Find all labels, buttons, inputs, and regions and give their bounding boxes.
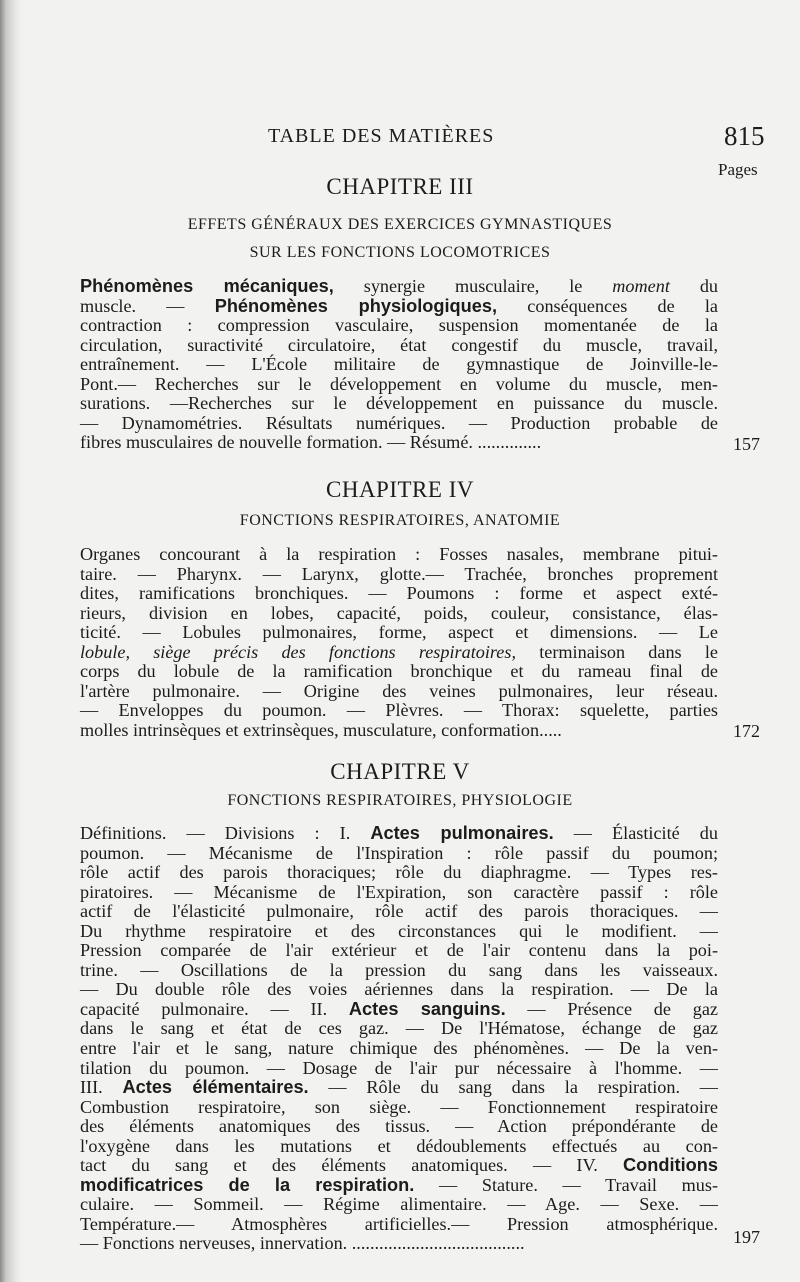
summary-line xyxy=(80,277,718,297)
summary-line xyxy=(80,1039,718,1059)
summary-line xyxy=(80,1000,718,1020)
body-text: Pont.— Recherches sur le développement en volume du muscle, men- xyxy=(80,373,718,394)
summary-line xyxy=(80,883,718,903)
summary-line xyxy=(80,1156,718,1176)
bold-heading-text: Actes élémentaires. xyxy=(122,1077,309,1098)
summary-line xyxy=(80,863,718,883)
summary-line xyxy=(80,721,718,741)
body-text: trine. — Oscillations de la pression du sang dans les vaisseaux. xyxy=(80,959,718,980)
summary-line xyxy=(80,941,718,961)
chapter-4-subtitle: FONCTIONS RESPIRATOIRES, ANATOMIE xyxy=(239,512,561,529)
body-text: tilation du poumon. — Dosage de l'air pur nécessaire à l'homme. — xyxy=(80,1057,718,1078)
summary-line xyxy=(80,565,718,585)
body-text: entraînement. — L'École militaire de gymnastique de Joinville-le- xyxy=(80,354,718,375)
body-text: l'oxygène dans les mutations et dédoublements effectués au con- xyxy=(80,1135,718,1156)
body-text: — Du double rôle des voies aériennes dans la respiration. — De la xyxy=(80,979,718,1000)
body-text: — Rôle du sang dans la respiration. — xyxy=(308,1077,718,1098)
summary-line xyxy=(80,394,718,414)
body-text: conséquences de la xyxy=(497,295,718,316)
summary-line xyxy=(80,623,718,643)
bold-heading-text: Actes pulmonaires. xyxy=(370,823,554,843)
summary-line xyxy=(80,682,718,702)
body-text: muscle. — xyxy=(80,295,215,316)
body-text: Pression comparée de l'air extérieur et de l'air contenu dans la poi- xyxy=(80,940,718,961)
body-text: l'artère pulmonaire. — Origine des veines pulmonaires, leur réseau. xyxy=(80,680,718,701)
body-text: — Enveloppes du poumon. — Plèvres. — Thorax: squelette, parties xyxy=(80,700,718,721)
running-head xyxy=(0,121,800,155)
summary-line xyxy=(80,355,718,375)
body-text: fibres musculaires de nouvelle formation. — Résumé. .............. xyxy=(80,432,542,453)
summary-line xyxy=(80,961,718,981)
body-text: contraction : compression vasculaire, suspension momentanée de la xyxy=(80,315,718,336)
summary-line xyxy=(80,824,718,844)
body-text: — Stature. — Travail mus- xyxy=(414,1174,719,1195)
body-text: Définitions. — Divisions : I. xyxy=(80,823,371,843)
body-text: piratoires. — Mécanisme de l'Expiration, son caractère passif : rôle xyxy=(80,881,718,902)
summary-line xyxy=(80,336,718,356)
summary-line xyxy=(80,1215,718,1235)
body-text: capacité pulmonaire. — II. xyxy=(80,998,349,1019)
body-text: Organes concourant à la respiration : Fosses nasales, membrane pitui- xyxy=(80,544,718,564)
summary-line xyxy=(80,375,718,395)
body-text: actif de l'élasticité pulmonaire, rôle actif des parois thoraciques. — xyxy=(80,901,718,922)
summary-line xyxy=(80,701,718,721)
summary-line xyxy=(80,643,718,663)
summary-line xyxy=(80,1137,718,1157)
body-text: synergie musculaire, le xyxy=(333,276,613,296)
body-text: corps du lobule de la ramification bronchique et du rameau final de xyxy=(80,661,718,682)
chapter-3-subtitle-line1: EFFETS GÉNÉRAUX DES EXERCICES GYMNASTIQUES xyxy=(187,216,613,233)
summary-line xyxy=(80,545,718,565)
body-text: Température.— Atmosphères artificielles.— Pression atmosphérique. xyxy=(80,1213,718,1234)
body-text: surations. —Recherches sur le développement en puissance du muscle. xyxy=(80,393,718,414)
chapter-5-page-ref: 197 xyxy=(733,1227,760,1247)
chapter-4-summary xyxy=(80,545,718,740)
bold-heading-text: Phénomènes mécaniques, xyxy=(80,276,334,296)
body-text: — Fonctions nerveuses, innervation. ...................................... xyxy=(80,1233,525,1254)
body-text: molles intrinsèques et extrinsèques, musculature, conformation..... xyxy=(80,719,562,740)
summary-line xyxy=(80,1195,718,1215)
body-text: — Dynamométries. Résultats numériques. — Production probable de xyxy=(80,412,718,433)
body-text: dans le sang et état de ces gaz. — De l'Hématose, échange de gaz xyxy=(80,1018,718,1039)
summary-line xyxy=(80,1078,718,1098)
bold-heading-text: modificatrices de la respiration. xyxy=(80,1174,415,1195)
body-text: Du rhythme respiratoire et des circonstances qui le modifient. — xyxy=(80,920,718,941)
summary-line xyxy=(80,584,718,604)
page-number: 815 xyxy=(724,121,765,151)
body-text: des éléments anatomiques des tissus. — Action prépondérante de xyxy=(80,1116,718,1137)
body-text: — Présence de gaz xyxy=(505,998,718,1019)
summary-line xyxy=(80,980,718,1000)
body-text: tact du sang et des éléments anatomiques. — IV. xyxy=(80,1155,624,1176)
body-text: terminaison dans le xyxy=(516,641,718,662)
summary-line xyxy=(80,844,718,864)
chapter-5-subtitle: FONCTIONS RESPIRATOIRES, PHYSIOLOGIE xyxy=(227,792,573,809)
chapter-3-title: CHAPITRE III xyxy=(326,174,474,199)
summary-line xyxy=(80,433,718,453)
body-text: — Élasticité du xyxy=(553,823,718,843)
chapter-4-title: CHAPITRE IV xyxy=(326,477,474,502)
italic-text: lobule, siège précis des fonctions respiratoires, xyxy=(80,641,516,662)
bold-heading-text: Actes sanguins. xyxy=(348,998,506,1019)
italic-text: moment xyxy=(612,276,670,296)
summary-line xyxy=(80,1234,718,1254)
body-text: dites, ramifications bronchiques. — Poumons : forme et aspect exté- xyxy=(80,583,718,604)
summary-line xyxy=(80,1117,718,1137)
body-text: entre l'air et le sang, nature chimique des phénomènes. — De la ven- xyxy=(80,1038,718,1059)
body-text: rôle actif des parois thoraciques; rôle du diaphragme. — Types res- xyxy=(80,862,718,883)
body-text: taire. — Pharynx. — Larynx, glotte.— Trachée, bronches proprement xyxy=(80,563,718,584)
pages-column-label: Pages xyxy=(718,160,758,179)
summary-line xyxy=(80,316,718,336)
body-text: poumon. — Mécanisme de l'Inspiration : rôle passif du poumon; xyxy=(80,842,718,863)
summary-line xyxy=(80,1098,718,1118)
summary-line xyxy=(80,902,718,922)
body-text: III. xyxy=(80,1077,123,1098)
body-text: rieurs, division en lobes, capacité, poids, couleur, consistance, élas- xyxy=(80,602,718,623)
running-head-title: TABLE DES MATIÈRES xyxy=(268,125,495,147)
body-text: culaire. — Sommeil. — Régime alimentaire. — Age. — Sexe. — xyxy=(80,1194,718,1215)
summary-line xyxy=(80,297,718,317)
chapter-5-summary xyxy=(80,824,718,1254)
body-text: Combustion respiratoire, son siège. — Fonctionnement respiratoire xyxy=(80,1096,718,1117)
chapter-4-page-ref: 172 xyxy=(733,721,760,741)
bold-heading-text: Phénomènes physiologiques, xyxy=(214,295,498,316)
bold-heading-text: Conditions xyxy=(623,1155,718,1176)
chapter-3-subtitle-line2: SUR LES FONCTIONS LOCOMOTRICES xyxy=(249,244,551,261)
summary-line xyxy=(80,922,718,942)
body-text: ticité. — Lobules pulmonaires, forme, aspect et dimensions. — Le xyxy=(80,622,718,643)
summary-line xyxy=(80,1176,718,1196)
body-text: du xyxy=(669,276,719,296)
summary-line xyxy=(80,414,718,434)
summary-line xyxy=(80,1059,718,1079)
chapter-5-title: CHAPITRE V xyxy=(330,759,470,784)
summary-line xyxy=(80,604,718,624)
body-text: circulation, suractivité circulatoire, état congestif du muscle, travail, xyxy=(80,334,718,355)
chapter-3-summary xyxy=(80,277,718,453)
summary-line xyxy=(80,662,718,682)
chapter-3-page-ref: 157 xyxy=(733,434,760,454)
summary-line xyxy=(80,1019,718,1039)
